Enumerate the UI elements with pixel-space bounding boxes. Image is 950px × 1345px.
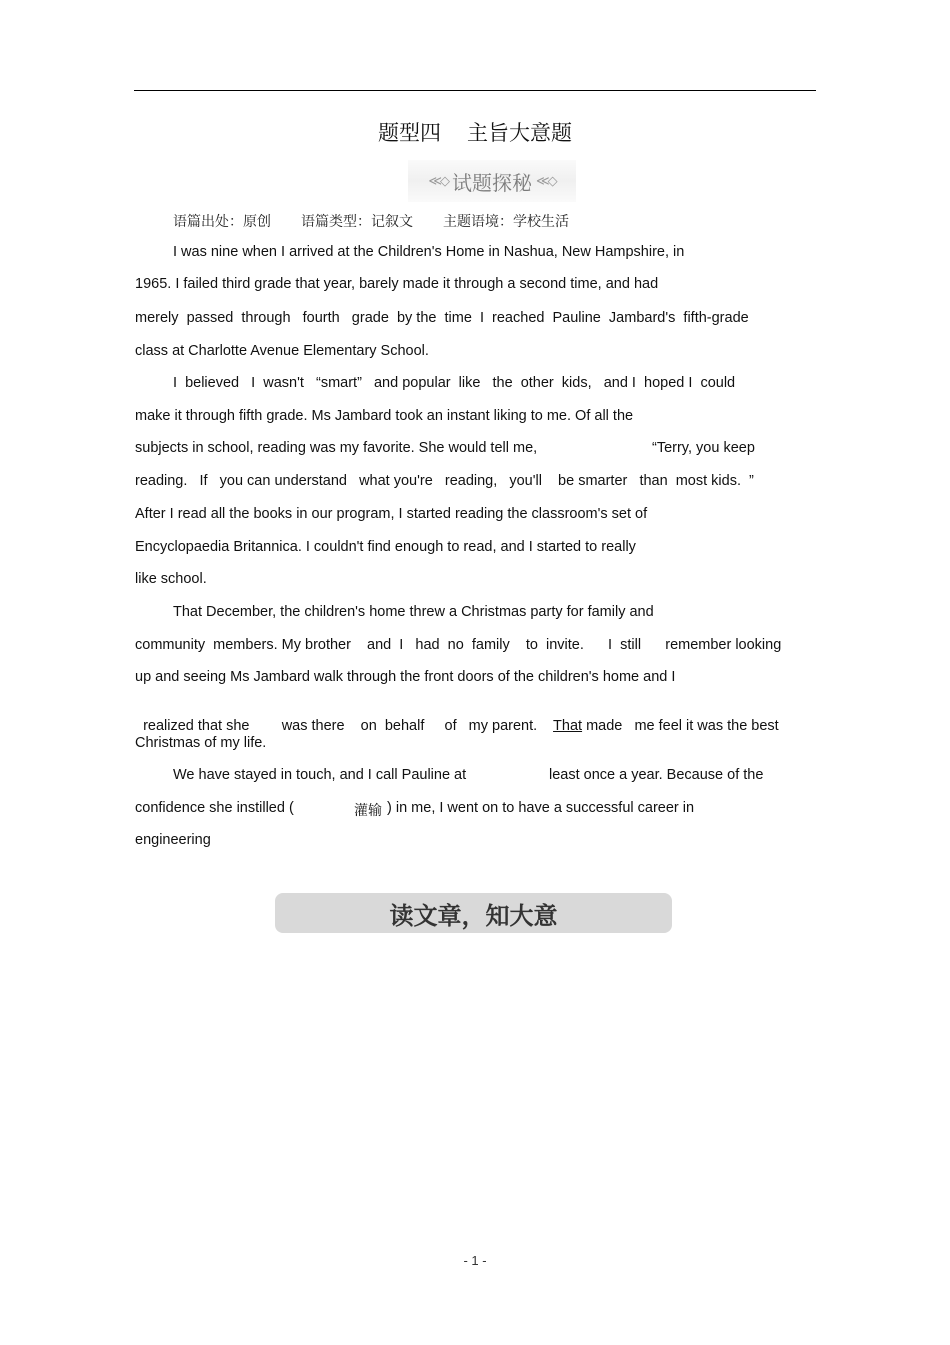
read-article-banner: 读文章，知大意: [275, 893, 672, 933]
passage-line: up and seeing Ms Jambard walk through the front doors of the children's home and I: [135, 669, 676, 685]
passage-text: made me feel it was the best: [582, 718, 779, 734]
passage-line: like school.: [135, 571, 207, 587]
passage-text: confidence she instilled (: [135, 800, 294, 816]
passage-line: reading. If you can understand what you're reading, you'll be smarter than most kids. ”: [135, 473, 754, 489]
passage-line: That December, the children's home threw a Christmas party for family and: [173, 604, 654, 620]
section-badge: [408, 160, 576, 202]
passage-line: class at Charlotte Avenue Elementary School.: [135, 343, 429, 359]
passage-line: community members. My brother and I had no family to invite. I still remember looking: [135, 637, 782, 653]
meta-type: 语篇类型：记叙文: [301, 214, 413, 230]
right-decoration-icon: ≪◇: [536, 173, 556, 189]
top-rule: [134, 90, 816, 91]
passage-text: We have stayed in touch, and I call Pauline at: [173, 767, 467, 783]
underlined-word: That: [553, 718, 583, 734]
passage-line: [173, 767, 764, 783]
left-decoration-icon: ≪◇: [428, 173, 448, 189]
passage-line: Christmas of my life.: [135, 735, 267, 751]
passage-line: I believed I wasn't “smart” and popular like the other kids, and I hoped I could: [173, 375, 736, 391]
section-badge-label: 试题探秘: [452, 170, 532, 195]
passage-line: engineering: [135, 832, 211, 848]
meta-context: 主题语境：学校生活: [443, 214, 569, 230]
passage-gloss: 灌输: [354, 803, 382, 819]
title-part-2: 主旨大意题: [467, 121, 572, 145]
meta-source: 语篇出处：原创: [173, 214, 271, 230]
passage-line: After I read all the books in our program, I started reading the classroom's set of: [135, 506, 648, 522]
passage-line: [135, 702, 779, 734]
passage-line: [135, 440, 755, 456]
page-title: [0, 117, 950, 147]
passage-meta: [173, 211, 599, 231]
passage-line: [135, 800, 695, 819]
passage-line: 1965. I failed third grade that year, barely made it through a second time, and had: [135, 276, 659, 292]
passage-text: subjects in school, reading was my favorite. She would tell me,: [135, 440, 538, 456]
passage-text: realized that she was there on behalf of my parent.: [143, 718, 554, 734]
passage-line: Encyclopaedia Britannica. I couldn't find enough to read, and I started to really: [135, 539, 636, 555]
passage-line: make it through fifth grade. Ms Jambard took an instant liking to me. Of all the: [135, 408, 634, 424]
passage-text: ) in me, I went on to have a successful career in: [387, 800, 695, 816]
passage-text: least once a year. Because of the: [549, 767, 764, 783]
passage-line: merely passed through fourth grade by the time I reached Pauline Jambard's fifth-grade: [135, 310, 749, 326]
title-part-1: 题型四: [378, 121, 441, 145]
passage-text: “Terry, you keep: [652, 440, 755, 456]
passage-line: I was nine when I arrived at the Children's Home in Nashua, New Hampshire, in: [173, 244, 685, 260]
page-number: - 1 -: [463, 1253, 487, 1268]
